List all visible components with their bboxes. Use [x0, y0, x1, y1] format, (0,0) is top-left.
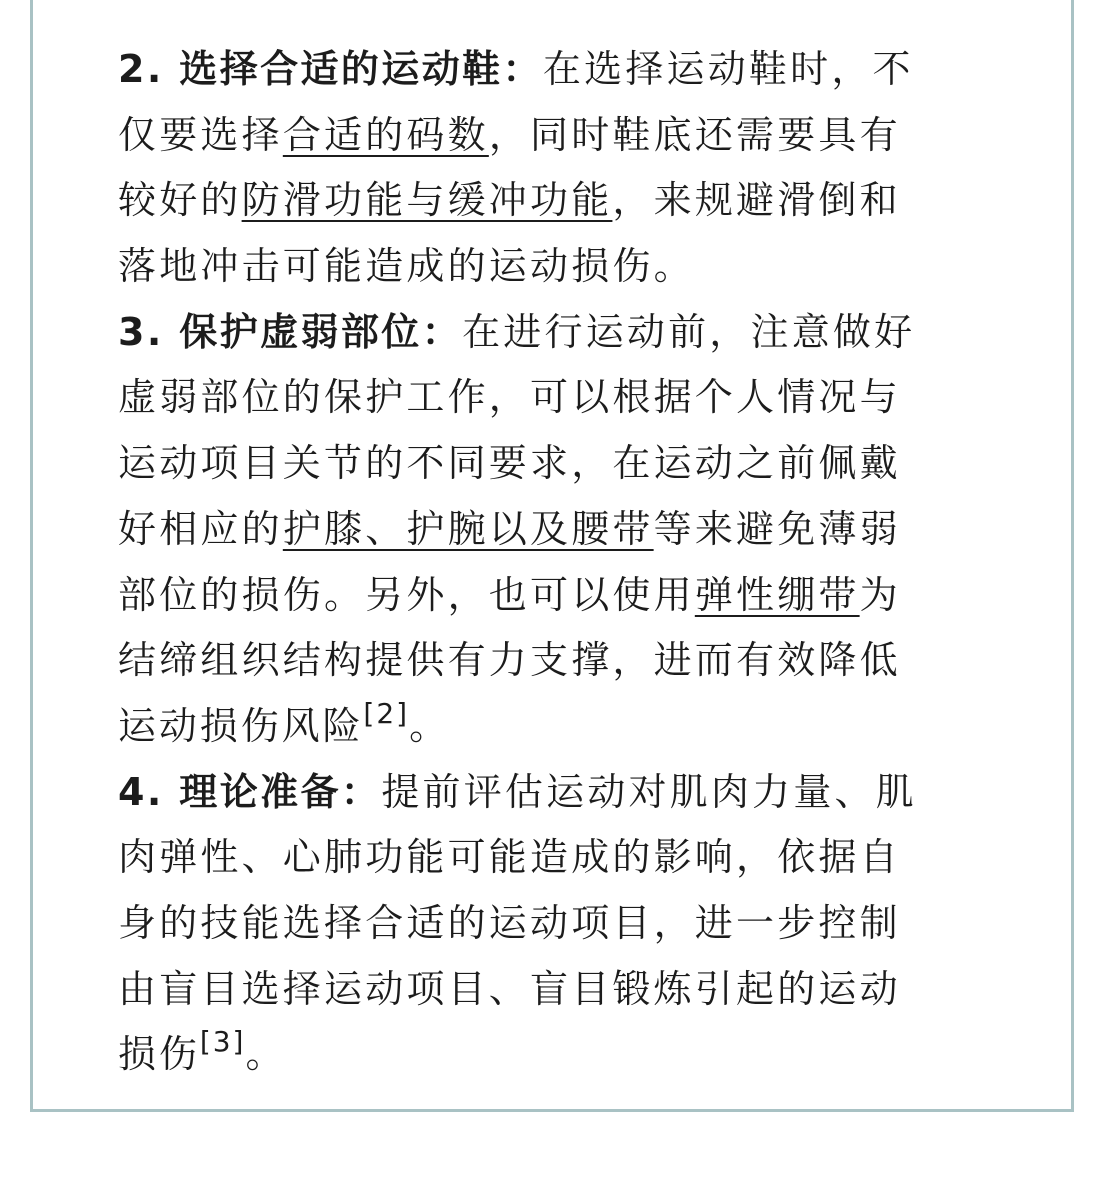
text-line — [118, 497, 998, 563]
text-segment: 损伤 — [118, 1032, 200, 1077]
text-segment: 部位的损伤。另外，也可以使用 — [118, 572, 695, 617]
paragraph-3 — [118, 300, 998, 760]
underlined-phrase: 护膝、护腕以及腰带 — [282, 506, 654, 551]
text-line — [118, 234, 998, 300]
text-line — [118, 300, 998, 366]
text-line — [118, 694, 998, 760]
text-line — [118, 37, 998, 103]
text-segment: 仅要选择 — [118, 112, 283, 157]
text-line — [118, 957, 998, 1023]
text-segment: 较好的 — [118, 178, 242, 223]
text-line — [118, 1022, 998, 1088]
text-segment: 为 — [859, 572, 901, 617]
text-line — [118, 825, 998, 891]
text-segment: 等来避免薄弱 — [653, 506, 901, 551]
text-segment: 落地冲击可能造成的运动损伤。 — [118, 244, 695, 289]
text-segment: 好相应的 — [118, 506, 283, 551]
text-line — [118, 891, 998, 957]
underlined-phrase: 弹性绷带 — [694, 572, 860, 617]
text-segment: 提前评估运动对肌肉力量、肌 — [381, 769, 917, 814]
text-segment: ，同时鞋底还需要具有 — [488, 112, 901, 157]
text-line — [118, 628, 998, 694]
text-line — [118, 168, 998, 234]
paragraph-4 — [118, 760, 998, 1088]
section-heading: 3. 保护虚弱部位： — [118, 309, 463, 354]
text-segment: 在选择运动鞋时，不 — [542, 47, 914, 91]
text-segment: 。 — [245, 1032, 287, 1077]
text-segment: ，来规避滑倒和 — [612, 178, 901, 223]
text-line — [118, 103, 998, 169]
text-segment: 身的技能选择合适的运动项目，进一步控制 — [118, 900, 901, 945]
citation-reference: [3] — [199, 1025, 246, 1059]
paragraph-2 — [118, 37, 998, 300]
text-segment: 由盲目选择运动项目、盲目锻炼引起的运动 — [118, 966, 901, 1011]
underlined-phrase: 防滑功能与缓冲功能 — [241, 178, 613, 223]
underlined-phrase: 合适的码数 — [282, 112, 489, 157]
text-line — [118, 760, 998, 826]
article-body — [118, 37, 998, 1088]
text-segment: 结缔组织结构提供有力支撑，进而有效降低 — [118, 638, 901, 683]
text-line — [118, 563, 998, 629]
text-segment: 运动损伤风险 — [118, 703, 364, 748]
text-line — [118, 431, 998, 497]
text-segment: 肉弹性、心肺功能可能造成的影响，依据自 — [118, 835, 901, 880]
citation-reference: [2] — [363, 696, 410, 730]
section-heading: 2. 选择合适的运动鞋： — [118, 47, 543, 91]
text-segment: 。 — [409, 703, 450, 748]
text-segment: 运动项目关节的不同要求，在运动之前佩戴 — [118, 441, 901, 486]
text-segment: 在进行运动前，注意做好 — [462, 309, 916, 354]
section-heading: 4. 理论准备： — [118, 769, 382, 814]
text-segment: 虚弱部位的保护工作，可以根据个人情况与 — [118, 375, 901, 420]
text-line — [118, 365, 998, 431]
